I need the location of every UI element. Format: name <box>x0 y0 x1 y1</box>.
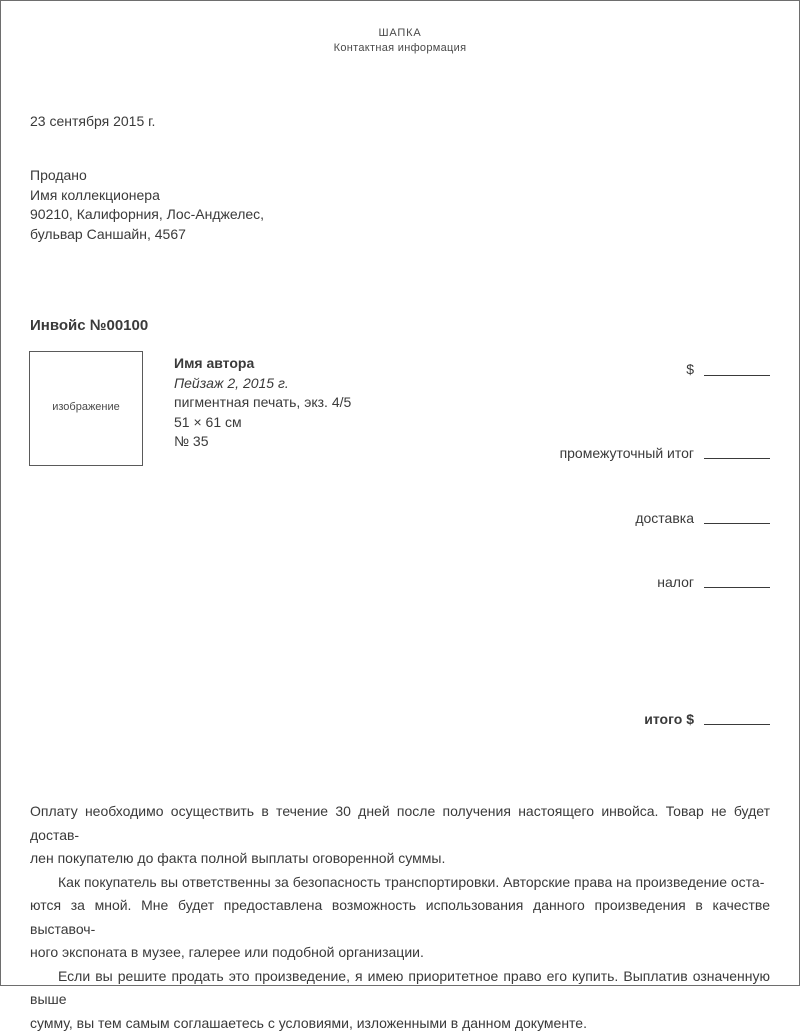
terms-line: сумму, вы тем самым соглашаетесь с условиями, изложенными в данном документе. <box>30 1015 587 1031</box>
total-blank-line <box>704 724 770 725</box>
invoice-title: Инвойс №00100 <box>30 317 148 334</box>
terms-line: Если вы решите продать это произведение, я имею приоритетное право его купить. Выплатив означенную выше <box>30 968 770 1008</box>
terms-paragraph-resale <box>30 965 770 1035</box>
price-label: $ <box>686 361 694 377</box>
price-blank-line <box>704 375 770 376</box>
artwork-details <box>174 354 351 452</box>
terms-line: Оплату необходимо осуществить в течение 30 дней после получения настоящего инвойса. Товар не будет достав- <box>30 803 770 843</box>
letterhead-contact: Контактная информация <box>0 42 800 54</box>
buyer-address-line-1: 90210, Калифорния, Лос-Анджелес, <box>30 205 264 225</box>
letterhead-title: ШАПКА <box>0 27 800 39</box>
image-placeholder-label: изображение <box>30 401 142 413</box>
subtotal-label: промежуточный итог <box>560 445 694 461</box>
terms-line: Как покупатель вы ответственны за безопасность транспортировки. Авторские права на произведение оста- <box>58 874 764 890</box>
terms-line: лен покупателю до факта полной выплаты оговоренной суммы. <box>30 850 445 866</box>
terms-section <box>30 800 770 1035</box>
terms-paragraph-payment <box>30 800 770 871</box>
tax-blank-line <box>704 587 770 588</box>
terms-line: ются за мной. Мне будет предоставлена возможность использования данного произведения в качестве выставоч- <box>30 897 770 937</box>
artwork-author: Имя автора <box>174 354 351 374</box>
total-label: итого $ <box>644 711 694 727</box>
artwork-medium: пигментная печать, экз. 4/5 <box>174 393 351 413</box>
terms-line: ного экспоната в музее, галерее или подобной организации. <box>30 944 424 960</box>
terms-paragraph-transport <box>30 871 770 965</box>
invoice-date: 23 сентября 2015 г. <box>30 112 155 132</box>
artwork-size: 51 × 61 см <box>174 413 351 433</box>
buyer-name: Имя коллекционера <box>30 186 264 206</box>
subtotal-blank-line <box>704 458 770 459</box>
artwork-title: Пейзаж 2, 2015 г. <box>174 374 351 394</box>
shipping-label: доставка <box>635 510 694 526</box>
artwork-number: № 35 <box>174 432 351 452</box>
sold-to-label: Продано <box>30 166 264 186</box>
shipping-blank-line <box>704 523 770 524</box>
buyer-address-line-2: бульвар Саншайн, 4567 <box>30 225 264 245</box>
artwork-image-placeholder <box>29 351 143 466</box>
tax-label: налог <box>657 574 694 590</box>
sold-to-block <box>30 166 264 244</box>
